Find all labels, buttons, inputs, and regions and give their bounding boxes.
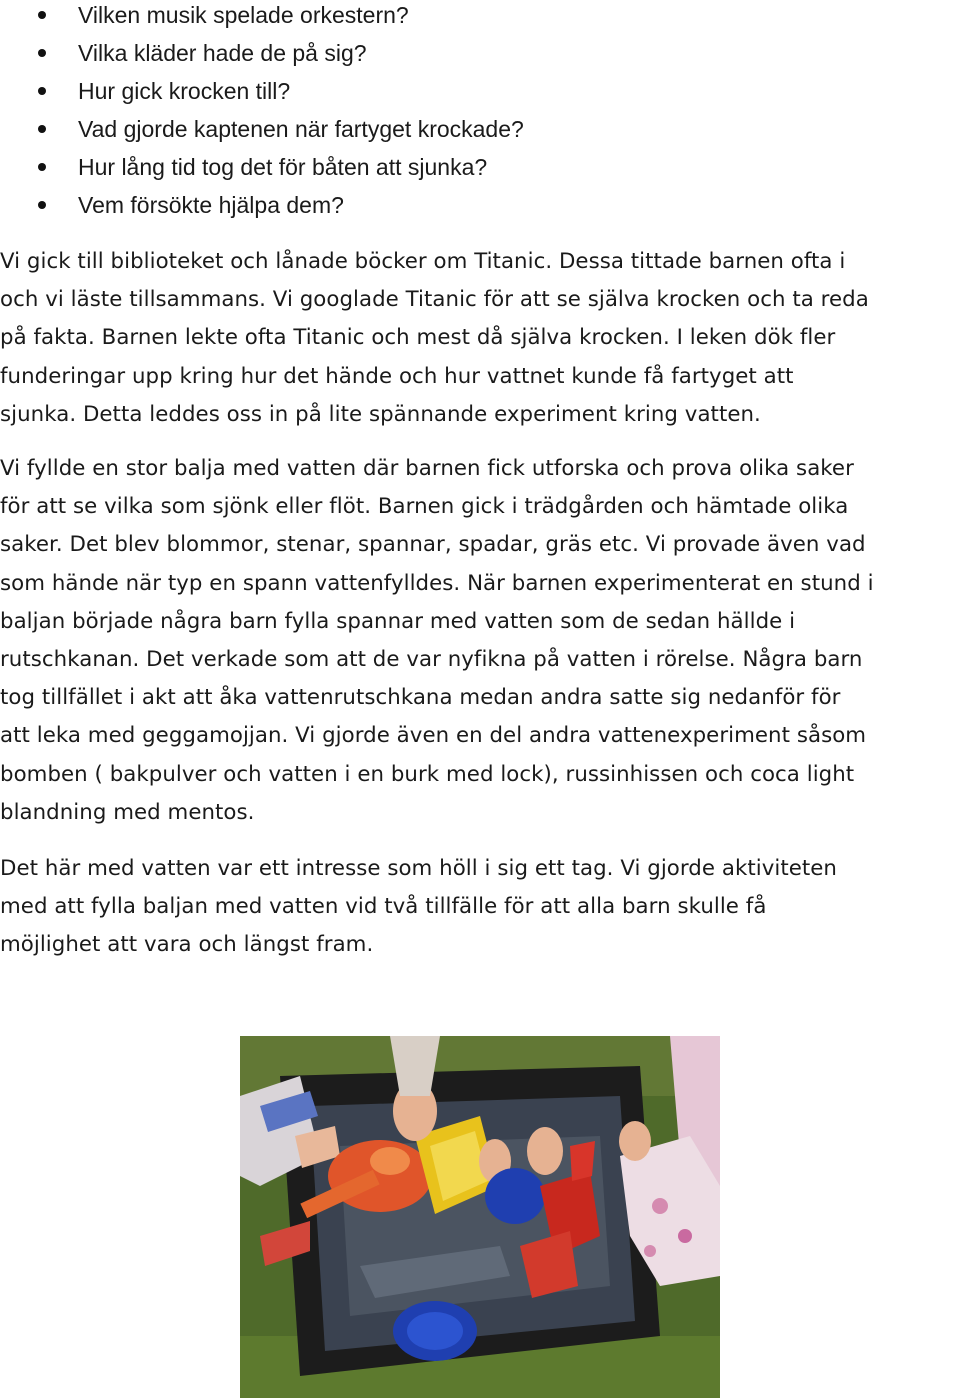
bullet-icon xyxy=(38,49,46,57)
bullet-icon xyxy=(38,11,46,19)
paragraph-library: Vi gick till biblioteket och lånade böcker om Titanic. Dessa tittade barnen ofta i och vi läste tillsammans. Vi googlade Titanic för att se själva krocken och ta reda på fakta. Barnen lekte ofta Titanic och mest då själva krocken. I leken dök fler funderingar upp kring hur det hände och hur vattnet kunde få fartyget att sjunka. Detta leddes oss in på lite spännande experiment kring vatten. xyxy=(0,249,869,427)
bullet-icon xyxy=(38,163,46,171)
blue-bucket xyxy=(485,1168,545,1224)
bullet-icon xyxy=(38,125,46,133)
bullet-icon xyxy=(38,87,46,95)
photo-illustration xyxy=(240,1036,720,1398)
bullet-icon xyxy=(38,201,46,209)
paragraph-experiment: Vi fyllde en stor balja med vatten där barnen fick utforska och prova olika saker för att se vilka som sjönk eller flöt. Barnen gick i trädgården och hämtade olika saker. Det blev blommor, stenar, spannar, spadar, gräs etc. Vi provade även vad som hände när typ en spann vattenfylldes. När barnen experimenterat en stund i baljan började några barn fylla spannar med vatten som de sedan hällde i rutschkanan. Det verkade som att de var nyfikna på vatten i rörelse. Några barn tog tillfället i akt att åka vattenrutschkana medan andra satte sig nedanför för att leka med geggamojjan. Vi gjorde även en del andra vattenexperiment såsom bomben ( bakpulver och vatten i en burk med lock), russinhissen och coca light blandning med mentos. xyxy=(0,456,874,825)
paragraph-conclusion: Det här med vatten var ett intresse som höll i sig ett tag. Vi gjorde aktiviteten med att fylla baljan med vatten vid två tillfälle för att alla barn skulle få möjlighet att vara och längst fram. xyxy=(0,856,837,958)
water-play-photo xyxy=(240,1036,720,1398)
